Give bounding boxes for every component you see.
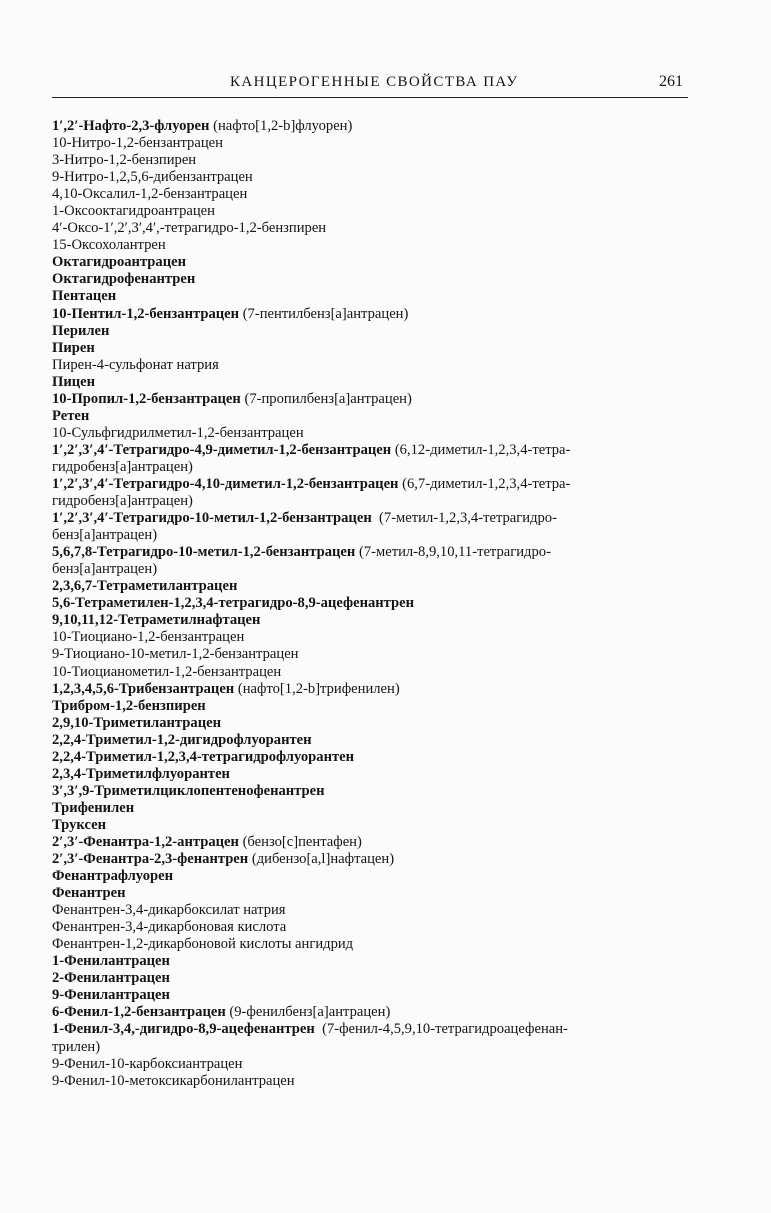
compound-text: (6,7-диметил-1,2,3,4-тетра- bbox=[398, 475, 571, 492]
list-item bbox=[52, 1056, 692, 1073]
compound-name-bold: Фенантрафлуорен bbox=[52, 868, 174, 885]
compound-text: 9-Тиоциано-10-метил-1,2-бензантрацен bbox=[52, 646, 299, 663]
list-item bbox=[52, 306, 692, 323]
compound-text: (6,12-диметил-1,2,3,4-тетра- bbox=[391, 441, 571, 458]
list-item bbox=[52, 493, 692, 510]
list-item bbox=[52, 800, 692, 817]
list-item bbox=[52, 936, 692, 953]
list-item bbox=[52, 271, 692, 288]
compound-name-bold: 3′,3′,9-Триметилциклопентенофенантрен bbox=[52, 782, 325, 799]
list-item bbox=[52, 578, 692, 595]
list-item bbox=[52, 970, 692, 987]
compound-text: (7-пропилбенз[a]антрацен) bbox=[240, 390, 412, 407]
list-item bbox=[52, 510, 692, 527]
compound-text: трилен) bbox=[52, 1038, 101, 1055]
list-item bbox=[52, 340, 692, 357]
compound-name-bold: Пирен bbox=[52, 339, 95, 356]
compound-name-bold: Октагидроантрацен bbox=[52, 254, 186, 271]
list-item bbox=[52, 220, 692, 237]
compound-name-bold: Труксен bbox=[52, 816, 106, 833]
compound-name-bold: Перилен bbox=[52, 322, 110, 339]
list-item bbox=[52, 1021, 692, 1038]
compound-name-bold: 9-Фенилантрацен bbox=[52, 987, 170, 1004]
compound-name-bold: 1,2,3,4,5,6-Трибензантрацен bbox=[52, 680, 235, 697]
list-item bbox=[52, 646, 692, 663]
list-item bbox=[52, 681, 692, 698]
compound-name-bold: 10-Пентил-1,2-бензантрацен bbox=[52, 305, 240, 322]
compound-text: 10-Сульфгидрилметил-1,2-бензантрацен bbox=[52, 424, 304, 441]
list-item bbox=[52, 953, 692, 970]
list-item bbox=[52, 595, 692, 612]
list-item bbox=[52, 118, 692, 135]
compound-name-bold: 2,3,4-Триметилфлуорантен bbox=[52, 765, 230, 782]
compound-name-bold: Пентацен bbox=[52, 288, 117, 305]
compound-text: 9-Фенил-10-карбоксиантрацен bbox=[52, 1055, 243, 1072]
compound-name-bold: 9,10,11,12-Тетраметилнафтацен bbox=[52, 612, 261, 629]
compound-name-bold: 1′,2′,3′,4′-Тетрагидро-4,9-диметил-1,2-бензантрацен bbox=[52, 441, 392, 458]
compound-text: (нафто[1,2-b]флуорен) bbox=[209, 118, 353, 134]
page-number: 261 bbox=[659, 73, 683, 90]
compound-text: (дибензо[a,l]нафтацен) bbox=[248, 851, 395, 868]
list-item bbox=[52, 1039, 692, 1056]
list-item bbox=[52, 612, 692, 629]
compound-text: гидробенз[a]антрацен) bbox=[52, 493, 193, 510]
compound-name-bold: 2-Фенилантрацен bbox=[52, 970, 170, 987]
compound-name-bold: 5,6-Тетраметилен-1,2,3,4-тетрагидро-8,9-ацефенантрен bbox=[52, 595, 415, 612]
compound-text: 3-Нитро-1,2-бензпирен bbox=[52, 152, 197, 169]
compound-text: (7-фенил-4,5,9,10-тетрагидроацефенан- bbox=[314, 1021, 568, 1038]
compound-name-bold: Фенантрен bbox=[52, 885, 126, 902]
compound-name-bold: Ретен bbox=[52, 407, 90, 424]
compound-text: Фенантрен-3,4-дикарбоновая кислота bbox=[52, 919, 287, 936]
compound-text: бенз[a]антрацен) bbox=[52, 561, 158, 578]
compound-text: 4,10-Оксалил-1,2-бензантрацен bbox=[52, 186, 248, 203]
compound-name-bold: Трибром-1,2-бензпирен bbox=[52, 697, 206, 714]
compound-text: (7-пентилбенз[a]антрацен) bbox=[239, 305, 409, 322]
list-item bbox=[52, 783, 692, 800]
compound-text: 10-Тиоцианометил-1,2-бензантрацен bbox=[52, 663, 282, 680]
list-item bbox=[52, 186, 692, 203]
list-item bbox=[52, 374, 692, 391]
list-item bbox=[52, 527, 692, 544]
list-item bbox=[52, 851, 692, 868]
compound-text: бенз[a]антрацен) bbox=[52, 527, 158, 544]
compound-name-bold: Пицен bbox=[52, 373, 96, 390]
list-item bbox=[52, 1004, 692, 1021]
compound-name-bold: 1-Фенилантрацен bbox=[52, 953, 170, 970]
list-item bbox=[52, 544, 692, 561]
list-item bbox=[52, 766, 692, 783]
list-item bbox=[52, 868, 692, 885]
compound-text: (7-метил-1,2,3,4-тетрагидро- bbox=[371, 510, 557, 527]
list-item bbox=[52, 323, 692, 340]
list-item bbox=[52, 629, 692, 646]
list-item bbox=[52, 732, 692, 749]
compound-text: 4′-Оксо-1′,2′,3′,4′,-тетрагидро-1,2-бензпирен bbox=[52, 220, 327, 237]
list-item bbox=[52, 288, 692, 305]
compound-text: Фенантрен-1,2-дикарбоновой кислоты ангидрид bbox=[52, 936, 354, 953]
list-item bbox=[52, 1073, 692, 1090]
compound-text: (7-метил-8,9,10,11-тетрагидро- bbox=[355, 544, 551, 561]
page-header bbox=[52, 74, 686, 96]
compound-name-bold: 1′,2′-Нафто-2,3-флуорен bbox=[52, 118, 210, 134]
compound-text: (9-фенилбенз[a]антрацен) bbox=[225, 1004, 391, 1021]
list-item bbox=[52, 885, 692, 902]
list-item bbox=[52, 834, 692, 851]
header-rule bbox=[52, 97, 688, 98]
compound-name-bold: 10-Пропил-1,2-бензантрацен bbox=[52, 390, 241, 407]
list-item bbox=[52, 698, 692, 715]
list-item bbox=[52, 476, 692, 493]
compound-text: (нафто[1,2-b]трифенилен) bbox=[234, 680, 400, 697]
compound-name-bold: Октагидрофенантрен bbox=[52, 271, 196, 288]
list-item bbox=[52, 135, 692, 152]
list-item bbox=[52, 715, 692, 732]
compound-name-bold: 6-Фенил-1,2-бензантрацен bbox=[52, 1004, 226, 1021]
list-item bbox=[52, 987, 692, 1004]
compound-name-bold: 1′,2′,3′,4′-Тетрагидро-10-метил-1,2-бензантрацен bbox=[52, 510, 372, 527]
list-item bbox=[52, 357, 692, 374]
running-title: КАНЦЕРОГЕННЫЕ СВОЙСТВА ПАУ bbox=[230, 74, 519, 90]
compound-name-bold: 2,9,10-Триметилантрацен bbox=[52, 714, 221, 731]
compound-text: 10-Тиоциано-1,2-бензантрацен bbox=[52, 629, 245, 646]
compound-name-bold: Трифенилен bbox=[52, 799, 135, 816]
list-item bbox=[52, 237, 692, 254]
list-item bbox=[52, 561, 692, 578]
list-item bbox=[52, 391, 692, 408]
list-item bbox=[52, 169, 692, 186]
list-item bbox=[52, 919, 692, 936]
compound-name-bold: 2′,3′-Фенантра-2,3-фенантрен bbox=[52, 851, 249, 868]
list-item bbox=[52, 442, 692, 459]
compound-name-bold: 5,6,7,8-Тетрагидро-10-метил-1,2-бензантрацен bbox=[52, 544, 356, 561]
compound-name-bold: 1-Фенил-3,4,-дигидро-8,9-ацефенантрен bbox=[52, 1021, 315, 1038]
compound-text: (бензо[c]пентафен) bbox=[238, 833, 362, 850]
compound-name-bold: 1′,2′,3′,4′-Тетрагидро-4,10-диметил-1,2-бензантрацен bbox=[52, 475, 399, 492]
compound-text: гидробенз[a]антрацен) bbox=[52, 458, 193, 475]
list-item bbox=[52, 817, 692, 834]
list-item bbox=[52, 152, 692, 169]
compound-text: 1-Оксооктагидроантрацен bbox=[52, 203, 215, 220]
list-item bbox=[52, 408, 692, 425]
compound-text: 15-Оксохолантрен bbox=[52, 237, 166, 254]
list-item bbox=[52, 749, 692, 766]
list-item bbox=[52, 902, 692, 919]
compound-name-bold: 2,2,4-Триметил-1,2-дигидрофлуорантен bbox=[52, 731, 312, 748]
compound-text: 9-Нитро-1,2,5,6-дибензантрацен bbox=[52, 169, 253, 186]
compound-text: 10-Нитро-1,2-бензантрацен bbox=[52, 135, 223, 152]
compound-name-bold: 2′,3′-Фенантра-1,2-антрацен bbox=[52, 833, 239, 850]
compound-text: Фенантрен-3,4-дикарбоксилат натрия bbox=[52, 902, 286, 919]
list-item bbox=[52, 459, 692, 476]
list-item bbox=[52, 203, 692, 220]
list-item bbox=[52, 664, 692, 681]
compound-text: Пирен-4-сульфонат натрия bbox=[52, 356, 219, 373]
compound-text: 9-Фенил-10-метоксикарбонилантрацен bbox=[52, 1072, 295, 1089]
compound-list bbox=[52, 118, 692, 1090]
list-item bbox=[52, 425, 692, 442]
compound-name-bold: 2,2,4-Триметил-1,2,3,4-тетрагидрофлуорантен bbox=[52, 748, 355, 765]
list-item bbox=[52, 254, 692, 271]
compound-name-bold: 2,3,6,7-Тетраметилантрацен bbox=[52, 578, 238, 595]
